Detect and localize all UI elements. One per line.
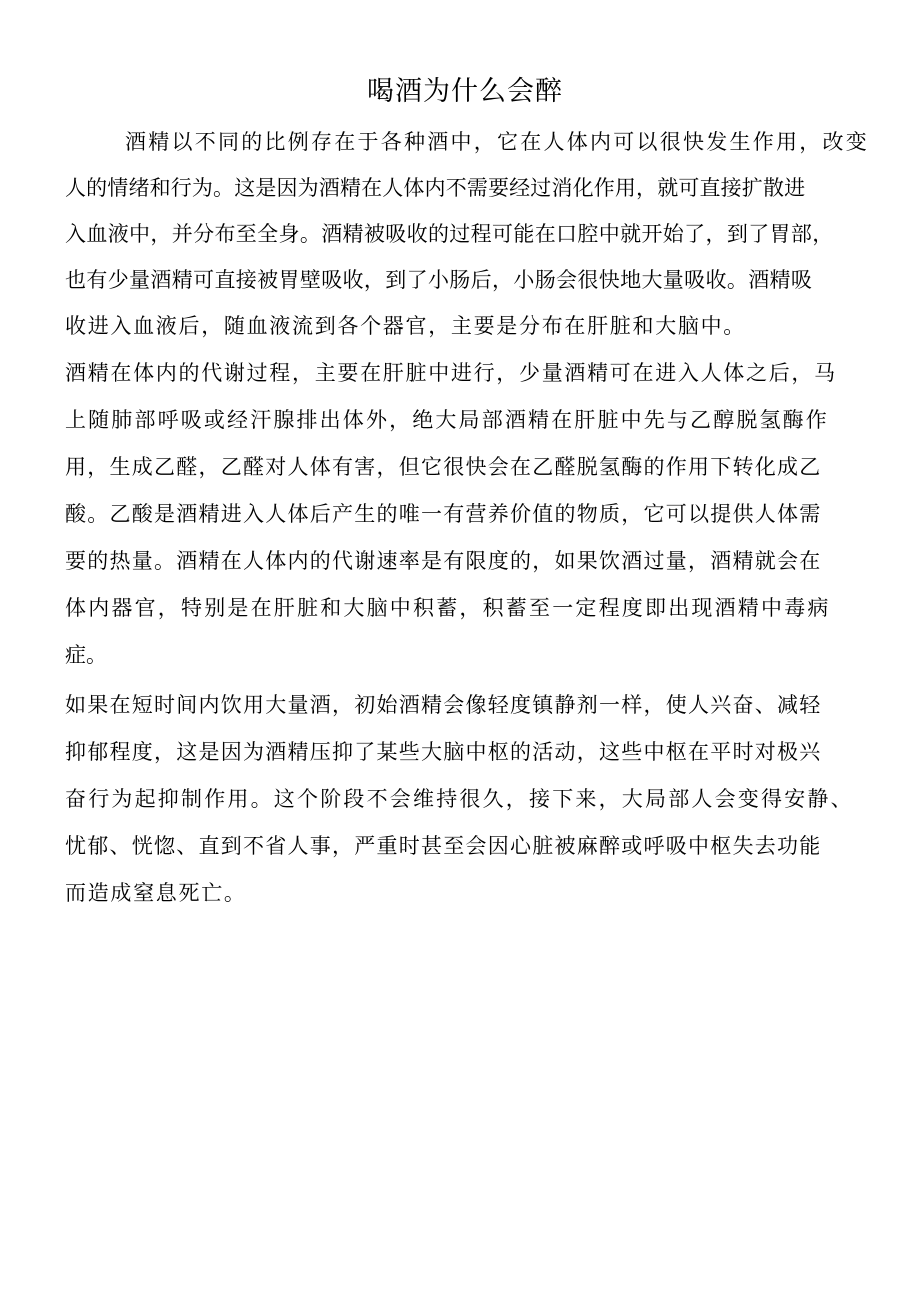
paragraph-line: 收进入血液后，随血液流到各个器官，主要是分布在肝脏和大脑中。 (65, 314, 746, 338)
paragraph-line: 酸。乙酸是酒精进入人体后产生的唯一有营养价值的物质，它可以提供人体需 (65, 502, 822, 526)
paragraph-line: 上随肺部呼吸或经汗腺排出体外，绝大局部酒精在肝脏中先与乙醇脱氢酶作 (65, 408, 829, 432)
paragraph-line: 人的情绪和行为。这是因为酒精在人体内不需要经过消化作用，就可直接扩散进 (65, 176, 806, 200)
paragraph-line: 入血液中，并分布至全身。酒精被吸收的过程可能在口腔中就开始了，到了胃部， (65, 222, 834, 246)
paragraph-line: 症。 (65, 643, 107, 667)
document-title: 喝酒为什么会醉 (367, 76, 563, 107)
paragraph-line: 酒精在体内的代谢过程，主要在肝脏中进行，少量酒精可在进入人体之后，马 (65, 361, 837, 385)
paragraph-line: 用，生成乙醛，乙醛对人体有害，但它很快会在乙醛脱氢酶的作用下转化成乙 (65, 455, 822, 479)
paragraph-line: 也有少量酒精可直接被胃壁吸收，到了小肠后，小肠会很快地大量吸收。酒精吸 (65, 268, 813, 292)
paragraph-line: 如果在短时间内饮用大量酒，初始酒精会像轻度镇静剂一样，使人兴奋、减轻 (65, 693, 822, 717)
paragraph-line: 酒精以不同的比例存在于各种酒中，它在人体内可以很快发生作用，改变 (125, 130, 869, 154)
paragraph-line: 奋行为起抑制作用。这个阶段不会维持很久，接下来，大局部人会变得安静、 (65, 787, 854, 811)
paragraph-line: 要的热量。酒精在人体内的代谢速率是有限度的，如果饮酒过量，酒精就会在 (65, 549, 822, 573)
paragraph-line: 体内器官，特别是在肝脏和大脑中积蓄，积蓄至一定程度即出现酒精中毒病 (65, 596, 831, 620)
paragraph-line: 而造成窒息死亡。 (65, 881, 247, 905)
paragraph-line: 抑郁程度，这是因为酒精压抑了某些大脑中枢的活动，这些中枢在平时对极兴 (65, 740, 822, 764)
paragraph-line: 忧郁、恍惚、直到不省人事，严重时甚至会因心脏被麻醉或呼吸中枢失去功能 (65, 834, 822, 858)
